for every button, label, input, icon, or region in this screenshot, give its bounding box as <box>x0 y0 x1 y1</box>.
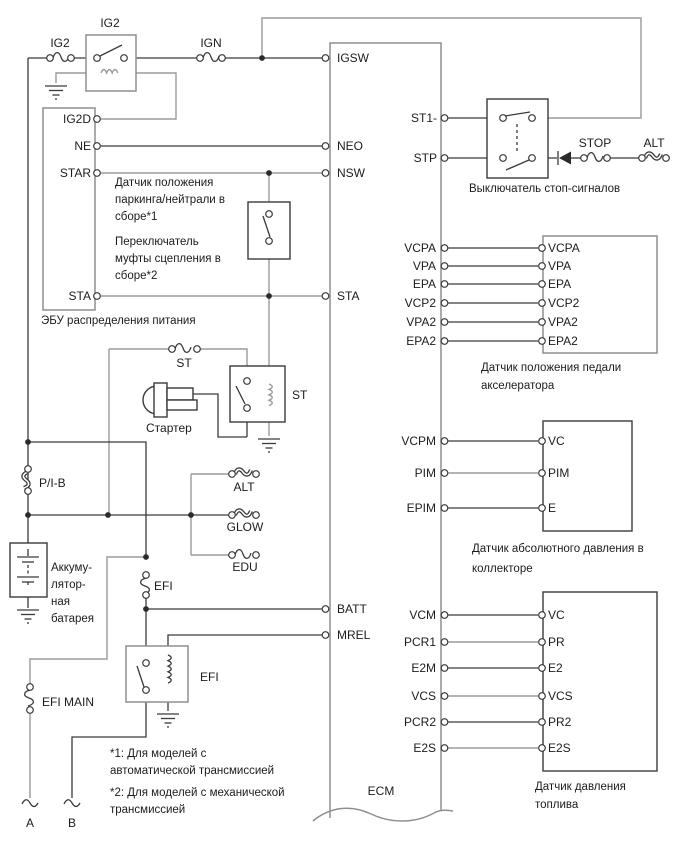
relay-ig2-label: IG2 <box>100 16 120 30</box>
fuse-ig2-label: IG2 <box>50 36 70 50</box>
clutch-note-line2: муфты сцепления в <box>115 253 221 265</box>
pnp-note-line1: Датчик положения <box>115 177 214 189</box>
ecm-pin-mrel: MREL <box>337 628 371 642</box>
stop-switch-caption: Выключатель стоп-сигналов <box>469 183 621 195</box>
ecm-pin-epa2: EPA2 <box>406 334 436 348</box>
relay-efi-label: EFI <box>200 670 219 684</box>
ecm-pin-e2s: E2S <box>413 741 436 755</box>
diode-icon <box>558 151 571 165</box>
ecm-pin-vpa2: VPA2 <box>406 315 436 329</box>
ecm-pin-vcm: VCM <box>409 608 436 622</box>
pedal-pin-vpa2: VPA2 <box>548 315 578 329</box>
pedal-pin-epa2: EPA2 <box>548 334 578 348</box>
footnote-1-line1: *1: Для моделей с <box>110 748 207 760</box>
starter-caption: Стартер <box>146 421 192 435</box>
fuel-sensor-caption-line2: топлива <box>535 799 579 811</box>
fuel-pin-e2: E2 <box>548 661 563 675</box>
pnp-note-line2: паркинга/нейтрали в <box>115 194 226 206</box>
map-pin-e: E <box>548 501 557 515</box>
fusible-link-alt-top-label: ALT <box>643 136 665 150</box>
map-pin-pim: PIM <box>548 466 570 480</box>
battery-label-line2: лятор- <box>51 579 86 591</box>
ig2-relay-box <box>86 35 136 91</box>
fusible-link-glow-label: GLOW <box>226 520 264 534</box>
ecm-pin-neo: NEO <box>337 139 364 153</box>
fuse-stop-label: STOP <box>578 136 612 150</box>
ecm-pin-pim: PIM <box>414 466 436 480</box>
fuel-pin-pr2: PR2 <box>548 715 572 729</box>
battery-label-line3: ная <box>51 596 70 608</box>
ecm-pin-vpa: VPA <box>412 259 436 273</box>
fuel-pin-pr: PR <box>548 635 565 649</box>
pedal-sensor-caption-line2: акселератора <box>481 380 555 392</box>
ecm-pin-st1: ST1- <box>410 111 437 125</box>
ecm-pin-e2m: E2M <box>411 661 436 675</box>
st-relay-box <box>230 366 285 422</box>
pdu-pin-ne: NE <box>74 139 91 153</box>
connector-break-icons <box>22 800 80 807</box>
fuse-st-label: ST <box>176 356 192 370</box>
map-pin-vc: VC <box>548 434 565 448</box>
fuse-efi-label: EFI <box>154 579 173 593</box>
efi-relay-box <box>126 646 188 702</box>
pnp-note-line3: сборе*1 <box>115 211 158 223</box>
fuel-pin-e2s: E2S <box>548 741 571 755</box>
fuse-edu-label: EDU <box>232 560 258 574</box>
fuel-sensor-caption-line1: Датчик давления <box>535 781 626 793</box>
pedal-sensor-caption-line1: Датчик положения педали <box>481 362 622 374</box>
ecm-pin-epim: EPIM <box>406 501 436 515</box>
pedal-pin-epa: EPA <box>548 277 572 291</box>
ecm-pin-vcs: VCS <box>411 689 436 703</box>
clutch-note-line3: сборе*2 <box>115 270 158 282</box>
pedal-pin-vcpa: VCPA <box>548 241 580 255</box>
battery-symbol <box>10 543 47 623</box>
fuse-efi-main-label: EFI MAIN <box>42 695 95 709</box>
connector-a-label: A <box>25 816 35 830</box>
ecm-pin-nsw: NSW <box>337 166 365 180</box>
pdu-pin-sta: STA <box>68 289 91 303</box>
ecm-pin-sta: STA <box>337 289 360 303</box>
power-distribution-ecu-caption: ЭБУ распределения питания <box>41 315 196 327</box>
connector-b-label: B <box>67 816 77 830</box>
pdu-pin-star: STAR <box>59 166 91 180</box>
ecm-pin-vcpm: VCPM <box>401 434 436 448</box>
fuel-pin-vcs: VCS <box>548 689 573 703</box>
fuse-ign-label: IGN <box>200 36 222 50</box>
ecm-pin-vcp2: VCP2 <box>404 296 436 310</box>
battery-label-line4: батарея <box>51 613 95 625</box>
fusible-link-alt-label: ALT <box>233 480 255 494</box>
ecm-pin-vcpa: VCPA <box>404 241 436 255</box>
ecm-caption: ECM <box>367 784 395 798</box>
ecm-pin-pcr2: PCR2 <box>403 715 436 729</box>
starter-symbol <box>143 383 197 417</box>
map-sensor-caption-line2: коллекторе <box>472 563 533 575</box>
ecm-pin-igsw: IGSW <box>337 51 369 65</box>
fusible-link-pib-label: P/I-B <box>39 476 66 490</box>
footnote-1-line2: автоматической трансмиссией <box>110 765 275 777</box>
ecm-pin-pcr1: PCR1 <box>403 635 436 649</box>
fuel-pin-vc: VC <box>548 608 565 622</box>
pdu-pin-ig2d: IG2D <box>62 112 91 126</box>
footnote-2-line1: *2: Для моделей с механической <box>110 787 285 799</box>
pedal-pin-vpa: VPA <box>548 259 572 273</box>
ecm-pin-stp: STP <box>413 151 437 165</box>
clutch-note-line1: Переключатель <box>115 236 199 248</box>
footnote-2-line2: трансмиссией <box>110 804 186 816</box>
ecm-pin-batt: BATT <box>337 602 367 616</box>
battery-label-line1: Аккуму- <box>51 562 93 574</box>
relay-st-label: ST <box>292 388 308 402</box>
ecm-pin-epa: EPA <box>412 277 436 291</box>
map-sensor-caption-line1: Датчик абсолютного давления в <box>472 543 644 555</box>
pedal-pin-vcp2: VCP2 <box>548 296 580 310</box>
